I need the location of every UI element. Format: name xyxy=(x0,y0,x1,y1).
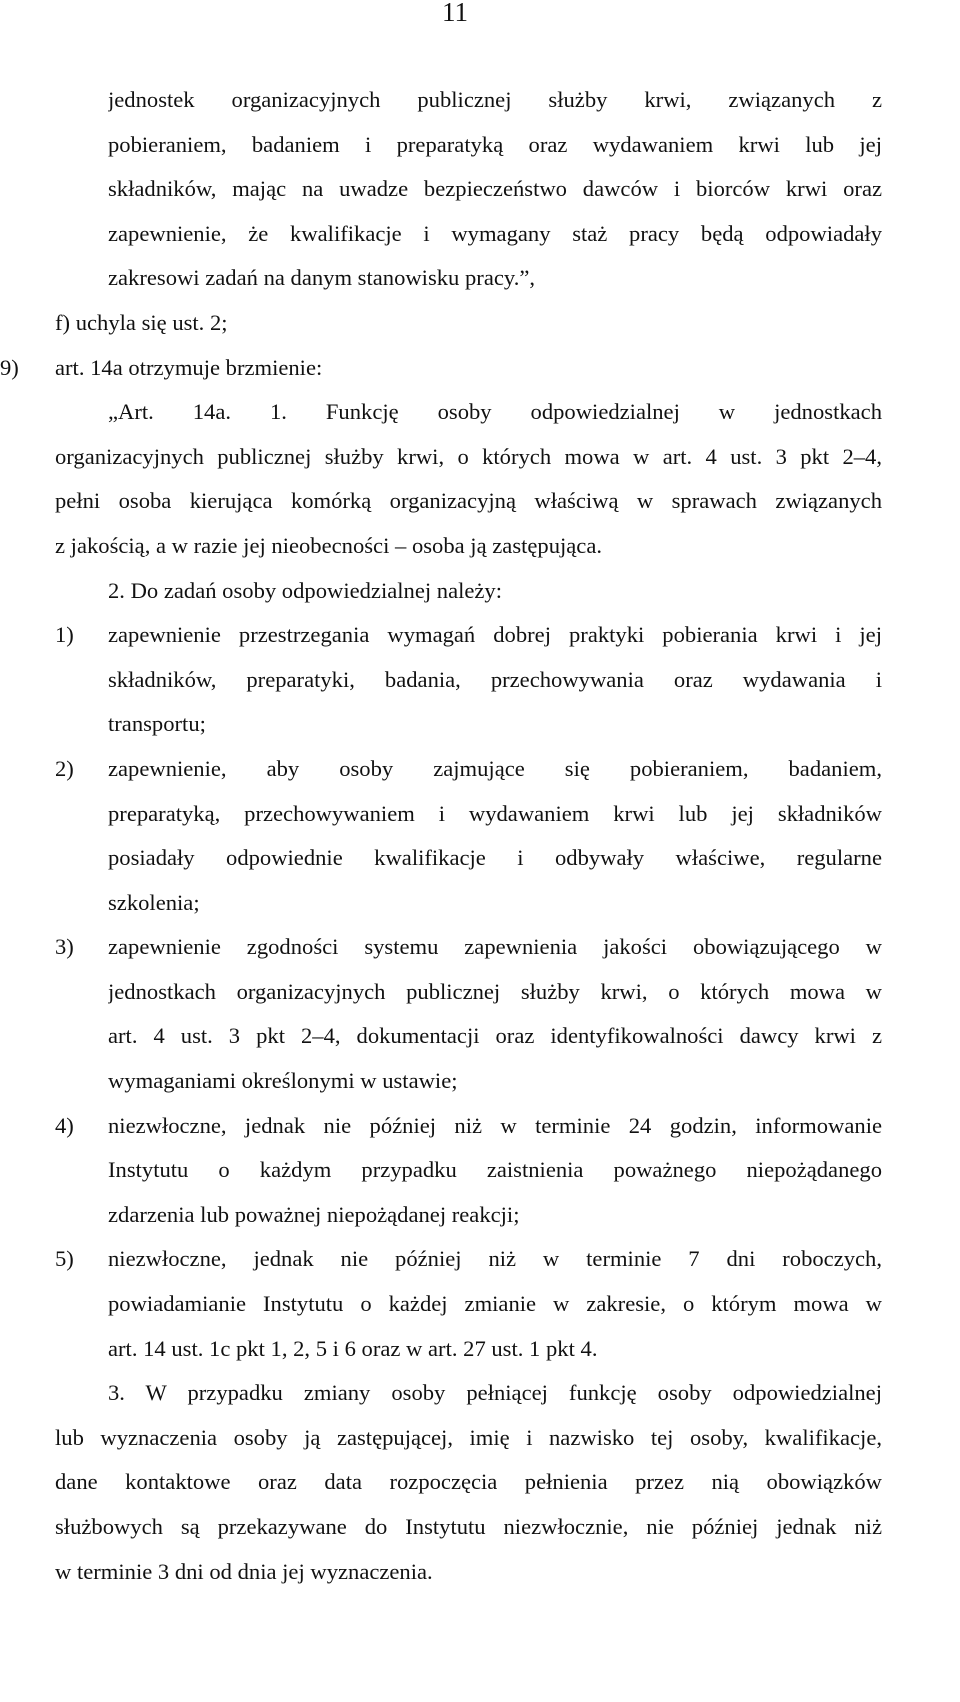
text-line xyxy=(0,78,960,123)
text-line xyxy=(0,658,960,703)
paragraph-text: składników, mając na uwadze bezpieczeństwo dawców i biorców krwi oraz xyxy=(108,176,882,202)
list-item-number: 3) xyxy=(55,934,74,960)
text-line xyxy=(0,569,960,614)
text-line xyxy=(0,479,960,524)
paragraph-text: dane kontaktowe oraz data rozpoczęcia pełnienia przez nią obowiązków xyxy=(55,1469,882,1495)
list-item-text: zapewnienie, aby osoby zajmujące się pobieraniem, badaniem, xyxy=(108,755,882,781)
list-item-number: 1) xyxy=(55,622,74,648)
list-item-text: szkolenia; xyxy=(108,889,200,915)
article-heading: „Art. 14a. 1. Funkcję osoby odpowiedzialnej w jednostkach xyxy=(108,399,882,425)
text-line xyxy=(0,792,960,837)
list-item xyxy=(0,1104,960,1149)
paragraph-text: organizacyjnych publicznej służby krwi, o których mowa w art. 4 ust. 3 pkt 2–4, xyxy=(55,443,882,469)
list-item-text: powiadamianie Instytutu o każdej zmianie w zakresie, o którym mowa w xyxy=(108,1291,882,1317)
text-line xyxy=(0,1460,960,1505)
paragraph-text: 2. Do zadań osoby odpowiedzialnej należy: xyxy=(108,577,503,603)
list-item-text: posiadały odpowiednie kwalifikacje i odbywały właściwe, regularne xyxy=(108,845,882,871)
list-item-text: niezwłoczne, jednak nie później niż w terminie 7 dni roboczych, xyxy=(108,1246,882,1272)
list-item-text: niezwłoczne, jednak nie później niż w terminie 24 godzin, informowanie xyxy=(108,1112,882,1138)
text-line xyxy=(0,881,960,926)
list-item-number: 2) xyxy=(55,755,74,781)
paragraph-text: lub wyznaczenia osoby ją zastępującej, imię i nazwisko tej osoby, kwalifikacje, xyxy=(55,1424,882,1450)
text-line xyxy=(0,1550,960,1595)
paragraph-text: jednostek organizacyjnych publicznej służby krwi, związanych z xyxy=(108,87,882,112)
text-line xyxy=(0,1327,960,1372)
text-line xyxy=(0,301,960,346)
paragraph-text: służbowych są przekazywane do Instytutu niezwłocznie, nie później jednak niż xyxy=(55,1514,882,1539)
text-line xyxy=(0,256,960,301)
point-text: art. 14a otrzymuje brzmienie: xyxy=(55,354,323,380)
text-line xyxy=(0,1282,960,1327)
list-item-number: 4) xyxy=(55,1112,74,1138)
text-line xyxy=(0,435,960,480)
list-item xyxy=(0,1237,960,1282)
text-line xyxy=(0,1416,960,1461)
list-item-number: 5) xyxy=(55,1246,74,1272)
list-item-text: zapewnienie zgodności systemu zapewnienia jakości obowiązującego w xyxy=(108,934,882,960)
list-item-text: składników, preparatyki, badania, przechowywania oraz wydawania i xyxy=(108,666,882,692)
list-item-text: transportu; xyxy=(108,711,206,737)
list-item-text: wymaganiami określonymi w ustawie; xyxy=(108,1068,458,1094)
list-item-text: zapewnienie przestrzegania wymagań dobrej praktyki pobierania krwi i jej xyxy=(108,622,882,648)
point-number: 9) xyxy=(0,354,19,380)
text-line xyxy=(0,390,960,435)
list-item-text: zdarzenia lub poważnej niepożądanej reakcji; xyxy=(108,1201,520,1227)
text-line xyxy=(0,702,960,747)
text-line xyxy=(0,167,960,212)
paragraph-text: pobieraniem, badaniem i preparatyką oraz wydawaniem krwi lub jej xyxy=(108,131,882,157)
paragraph-text: z jakością, a w razie jej nieobecności – osoba ją zastępująca. xyxy=(55,532,603,558)
list-item-text: preparatyką, przechowywaniem i wydawaniem krwi lub jej składników xyxy=(108,800,882,826)
paragraph-text: zakresowi zadań na danym stanowisku pracy.”, xyxy=(108,265,536,291)
text-line xyxy=(0,1014,960,1059)
document-body xyxy=(0,78,960,1594)
paragraph-text: pełni osoba kierująca komórką organizacyjną właściwą w sprawach związanych xyxy=(55,488,882,514)
text-line xyxy=(0,524,960,569)
text-line xyxy=(0,346,960,391)
text-line xyxy=(0,1505,960,1550)
letter-item-f: f) uchyla się ust. 2; xyxy=(55,309,228,335)
list-item-text: jednostkach organizacyjnych publicznej służby krwi, o których mowa w xyxy=(108,978,882,1004)
text-line xyxy=(0,123,960,168)
text-line xyxy=(0,1371,960,1416)
paragraph-text: zapewnienie, że kwalifikacje i wymagany staż pracy będą odpowiadały xyxy=(108,220,882,246)
paragraph-text: 3. W przypadku zmiany osoby pełniącej funkcję osoby odpowiedzialnej xyxy=(108,1380,882,1406)
paragraph-text: w terminie 3 dni od dnia jej wyznaczenia. xyxy=(55,1558,433,1584)
text-line xyxy=(0,836,960,881)
text-line xyxy=(0,1193,960,1238)
text-line xyxy=(0,1059,960,1104)
list-item-text: art. 4 ust. 3 pkt 2–4, dokumentacji oraz identyfikowalności dawcy krwi z xyxy=(108,1023,882,1049)
list-item-text: Instytutu o każdym przypadku zaistnienia poważnego niepożądanego xyxy=(108,1157,882,1183)
list-item xyxy=(0,925,960,970)
list-item xyxy=(0,747,960,792)
list-item xyxy=(0,613,960,658)
text-line xyxy=(0,1148,960,1193)
list-item-text: art. 14 ust. 1c pkt 1, 2, 5 i 6 oraz w art. 27 ust. 1 pkt 4. xyxy=(108,1335,598,1361)
page-number: 11 xyxy=(442,0,468,27)
text-line xyxy=(0,212,960,257)
text-line xyxy=(0,970,960,1015)
